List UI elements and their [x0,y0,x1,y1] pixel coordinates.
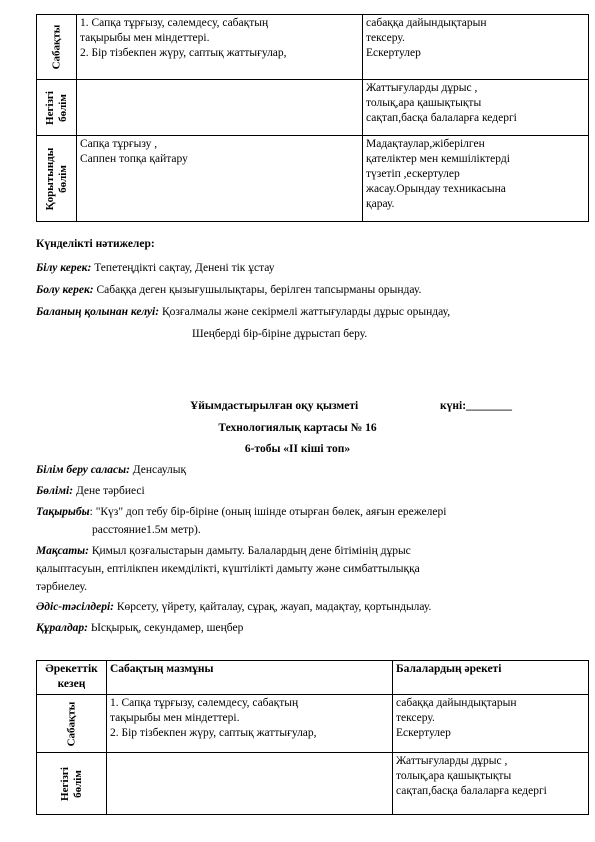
actions-cell [363,80,589,136]
date-field: күні:________ [440,400,513,412]
content-line: 1. Сапқа тұрғызу, сәлемдесу, сабақтың [80,17,269,29]
stage-label: бөлім [71,769,84,798]
action-line: сақтап,басқа балаларға кедергі [396,785,547,797]
goal-line-2: қалыптасуын, ептілікпен икемділікті, күштілікті дамыту және симбаттылыққа [36,563,420,575]
stage-label: Сабақты [65,701,77,746]
area-text: Денсаулық [129,464,187,476]
stage-cell [37,80,77,136]
stage-cell [37,136,77,222]
table-row [37,753,589,815]
topic-label: Тақырыбы [36,506,90,518]
table-row [37,15,589,80]
goal-line [36,545,411,557]
card-title-number: Технологиялық картасы № 16 [218,422,377,434]
action-line: сақтап,басқа балаларға кедергі [366,112,517,124]
content-line: 2. Бір тізбекпен жүру, саптық жаттығулар, [110,727,317,739]
have-label: Болу керек: [36,284,94,296]
table-row [37,136,589,222]
stage-cell [37,15,77,80]
goal-text: Қимыл қозғалыстарын дамыту. Балалардың дене бітімінің дұрыс [88,545,411,557]
action-line: толық,ара қашықтықты [396,770,512,782]
action-line: жасау.Орындау техникасына [366,183,506,195]
able-line-2: Шеңберді бір-біріне дұрыстап беру. [192,328,368,340]
stage-cell [37,695,107,753]
know-label: Білу керек: [36,262,92,274]
section-label: Бөлімі: [36,485,74,497]
action-line: тексеру. [396,712,435,724]
method-label: Әдіс-тәсілдері: [36,601,114,613]
content-line: Саппен топқа қайтару [80,153,188,165]
section-line [36,485,145,497]
topic-line [36,506,446,518]
results-heading: Күнделікті нәтижелер: [36,238,155,250]
stage-label: бөлім [56,93,69,122]
stage-cell [37,753,107,815]
goal-label: Мақсаты: [36,545,89,557]
content-line: 2. Бір тізбекпен жүру, саптық жаттығулар, [80,47,287,59]
table-row [37,80,589,136]
header-content: Сабақтың мазмұны [107,661,393,695]
actions-cell [393,695,589,753]
content-cell [77,80,363,136]
goal-line-3: тәрбиелеу. [36,581,88,593]
area-line [36,464,186,476]
have-line [36,284,421,296]
topic-text: : "Күз" доп тебу бір-біріне (оның ішінде отырған бөлек, аяғын ережелері [89,506,447,518]
action-line: тексеру. [366,32,405,44]
action-line: сабаққа дайындықтарын [366,17,487,29]
actions-cell [363,136,589,222]
header-actions: Балалардың әрекеті [393,661,589,695]
topic-line-2: расстояние1.5м метр). [92,524,201,536]
method-text: Көрсету, үйрету, қайталау, сұрақ, жауап, мадақтау, қортындылау. [113,601,432,613]
content-line: тақырыбы мен міндеттері. [80,32,210,44]
table-header-row [37,661,589,695]
action-line: Жаттығуларды дұрыс , [396,755,508,767]
stage-label: Негізгі [58,766,71,801]
stage-label: Қорытынды [43,147,56,210]
tools-line [36,622,243,634]
action-line: Жаттығуларды дұрыс , [366,82,478,94]
card-title-main: Ұйымдастырылған оқу қызметі [190,400,359,412]
top-lesson-table [36,14,589,222]
action-line: қарау. [366,198,395,210]
stage-label: бөлім [56,164,69,193]
tools-label: Құралдар: [36,622,88,634]
action-line: қателіктер мен кемшіліктерді [366,153,510,165]
bottom-lesson-table [36,660,589,815]
content-line: Сапқа тұрғызу , [80,138,158,150]
area-label: Білім беру саласы: [36,464,130,476]
able-label: Баланың қолынан келуі: [36,306,160,318]
group-title: 6-тобы «ІІ кіші топ» [244,443,351,455]
action-line: Ескертулер [366,47,421,59]
section-text: Дене тәрбиесі [73,485,145,497]
have-text: Сабаққа деген қызығушылықтары, берілген тапсырманы орындау. [93,284,422,296]
tools-text: Ысқырық, секундамер, шеңбер [88,622,244,634]
action-line: түзетіп ,ескертулер [366,168,460,180]
stage-label: Сабақты [50,24,62,70]
know-line [36,262,275,274]
able-text: Қозғалмалы және секірмелі жаттығуларды дұрыс орындау, [159,306,451,318]
actions-cell [363,15,589,80]
content-cell [107,753,393,815]
table-row [37,695,589,753]
content-cell [77,136,363,222]
method-line [36,601,431,613]
actions-cell [393,753,589,815]
stage-label: Негізгі [43,90,56,125]
action-line: толық,ара қашықтықты [366,97,482,109]
know-text: Тепетеңдікті сақтау, Денені тік ұстау [91,262,275,274]
able-line [36,306,450,318]
action-line: Мадақтаулар,жіберілген [366,138,485,150]
action-line: сабаққа дайындықтарын [396,697,517,709]
action-line: Ескертулер [396,727,451,739]
header-stage: Әрекеттік кезең [37,661,107,695]
content-cell [77,15,363,80]
content-line: 1. Сапқа тұрғызу, сәлемдесу, сабақтың [110,697,299,709]
content-cell [107,695,393,753]
content-line: тақырыбы мен міндеттері. [110,712,240,724]
